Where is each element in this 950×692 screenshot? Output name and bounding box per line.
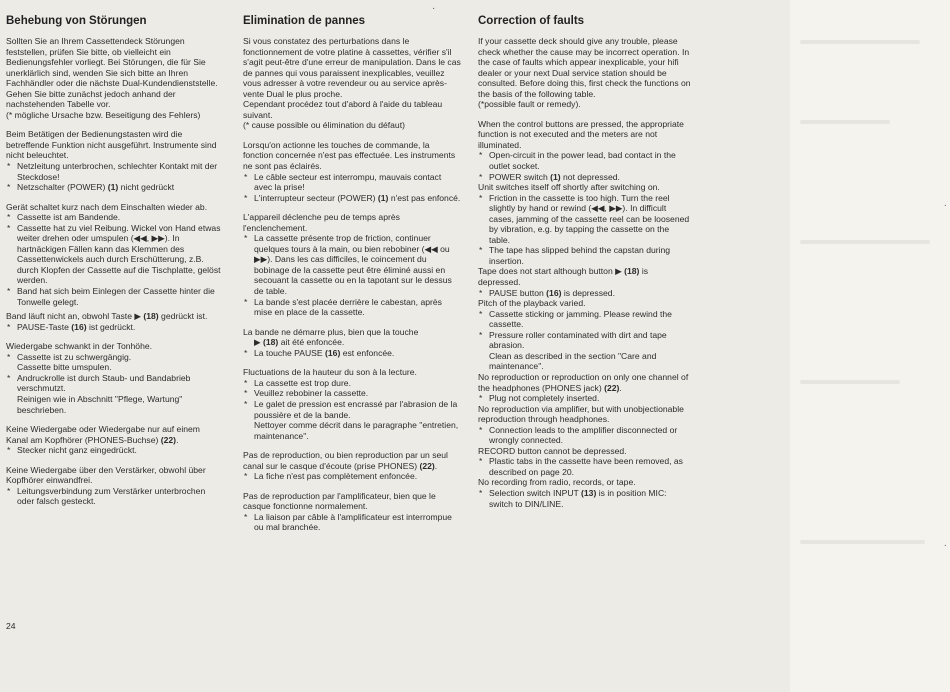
cause-item: * Pressure roller contaminated with dirt and tape abrasion. (479, 329, 667, 351)
cause-item: * La liaison par câble à l'amplificateur est interrompue ou mal branchée. (244, 511, 452, 533)
intro-text: Gehen Sie bitte zunächst jedoch anhand der nachstehenden Tabelle vor. (6, 88, 176, 110)
cause-item: * PAUSE-Taste (16) ist gedrückt. (7, 321, 136, 332)
fault-symptom: ▶ (18) ait été enfoncée. (254, 337, 345, 348)
cause-item: * La cassette est trop dure. (244, 377, 351, 388)
fault-block (478, 372, 691, 404)
fault-symptom: RECORD button cannot be depressed. (478, 445, 627, 456)
cause-item: * La fiche n'est pas complètement enfoncée. (244, 471, 418, 482)
cause-item: * La cassette présente trop de friction, continuer quelques tours à la main, ou bien rebobiner (◀◀ ou ▶▶). Dans les cas difficiles, le coincement du bobinage de la cassette peut être éliminé aussi en secouant la cassette ou en la tapotant sur le dessus de table. (244, 233, 452, 297)
fault-symptom: Pitch of the playback varied. (478, 298, 586, 309)
cause-item: * Connection leads to the amplifier disconnected or wrongly connected. (479, 424, 678, 446)
remedy-text: Cassette bitte umspulen. (17, 362, 112, 373)
french-column (243, 14, 461, 542)
fault-block (6, 202, 224, 307)
cause-item: * Band hat sich beim Einlegen der Cassette hinter die Tonwelle gelegt. (7, 286, 215, 307)
adjacent-page-strip (790, 0, 950, 692)
cause-item: * The tape has slipped behind the capstan during insertion. (479, 245, 671, 266)
fault-block (243, 491, 461, 533)
fault-symptom: Lorsqu'on actionne les touches de commande, la fonction concernée n'est pas effectuée. Les instruments ne sont pas éclairés. (243, 139, 456, 172)
fault-block (478, 477, 691, 509)
english-heading: Correction of faults (478, 15, 585, 27)
english-column (478, 14, 691, 509)
cause-item: * Open-circuit in the power lead, bad contact in the outlet socket. (479, 150, 676, 172)
fault-block (243, 327, 461, 359)
cause-item: * Cassette ist zu schwergängig. (7, 351, 132, 362)
cause-item: * Selection switch INPUT (13) is in position MIC: switch to DIN/LINE. (479, 487, 667, 509)
legend-text: (* cause possible ou élimination du défaut) (243, 120, 405, 131)
fault-block (6, 129, 224, 192)
fault-symptom: Tape does not start although button ▶ (18) is depressed. (478, 266, 649, 288)
german-intro (6, 36, 224, 120)
fault-symptom: Fluctuations de la hauteur du son à la lecture. (243, 367, 417, 378)
cause-item: * Veuillez rebobiner la cassette. (244, 388, 369, 399)
fault-block (478, 298, 691, 372)
intro-text: If your cassette deck should give any trouble, please check whether the cause may be incorrect operation. In the case of faults which appear inexplicable, your hifi dealer or your next Dual service station should be consulted. Before doing this, first check the functions on the basis of the following table. (478, 36, 691, 99)
cause-item: * L'interrupteur secteur (POWER) (1) n'est pas enfoncé. (244, 192, 461, 203)
cause-item: * La touche PAUSE (16) est enfoncée. (244, 347, 395, 358)
fault-block (243, 212, 461, 317)
english-intro (478, 36, 691, 110)
cause-item: * Netzleitung unterbrochen, schlechter Kontakt mit der Steckdose! (7, 161, 218, 182)
cause-item: * Plastic tabs in the cassette have been removed, as described on page 20. (479, 456, 683, 477)
margin-mark: · (943, 540, 947, 551)
cause-item: * Cassette hat zu viel Reibung. Wickel von Hand etwas weiter drehen oder umspulen (◀◀, ▶▶). In hartnäckigen Fällen kann das Klemmen des Cassettenwickels auch durch Erschütterung, z.B. durch Klopfen der Cassette auf die Tischplatte, gelöst werden. (7, 222, 221, 286)
fault-block (243, 367, 461, 441)
page-number: 24 (6, 621, 16, 631)
german-heading: Behebung von Störungen (6, 15, 147, 27)
bleed-through-line (800, 120, 890, 124)
remedy-text: Reinigen wie in Abschnitt "Pflege, Wartung" beschrieben. (17, 393, 183, 415)
fault-symptom: Band läuft nicht an, obwohl Taste ▶ (18) gedrückt ist. (6, 311, 208, 322)
fault-block (478, 182, 691, 266)
fault-symptom: Pas de reproduction, ou bien reproduction par un seul canal sur le casque d'écoute (prise PHONES) (22). (243, 450, 448, 471)
fault-symptom: Wiedergabe schwankt in der Tonhöhe. (6, 341, 153, 352)
fault-symptom: Pas de reproduction par l'amplificateur, bien que le casque fonctionne normalement. (243, 490, 436, 512)
scan-speck: · (432, 3, 436, 14)
fault-block (478, 266, 691, 298)
fault-symptom: Beim Betätigen der Bedienungstasten wird die betreffende Funktion nicht ausgeführt. Instrumente sind nicht beleuchtet. (6, 129, 217, 161)
intro-text: Sollten Sie an Ihrem Cassettendeck Störungen feststellen, prüfen Sie bitte, ob vielleicht ein Bedienungsfehler vorliegt. Bei Störungen, die für Sie unerklärlich sind, wenden Sie sich bitte an Ihren Fachhändler oder die nächste Dual-Kundendienststelle. (6, 36, 218, 89)
fault-symptom: La bande ne démarre plus, bien que la touche (243, 326, 419, 337)
bleed-through-line (800, 40, 920, 44)
fault-block (6, 424, 224, 456)
cause-item: * Cassette ist am Bandende. (7, 212, 121, 223)
fault-symptom: No reproduction via amplifier, but with unobjectionable reproduction through headphones. (478, 403, 684, 425)
cause-item: * Le câble secteur est interrompu, mauvais contact avec la prise! (244, 171, 442, 193)
fault-block (478, 446, 691, 478)
remedy-text: Nettoyer comme décrit dans le paragraphe "entretien, maintenance". (254, 420, 459, 441)
fault-block (6, 465, 224, 507)
margin-mark: · (943, 200, 947, 211)
french-intro (243, 36, 461, 131)
fault-block (243, 450, 461, 482)
cause-item: * La bande s'est placée derrière le cabestan, après mise en place de la cassette. (244, 296, 442, 318)
fault-symptom: No reproduction or reproduction on only one channel of the headphones (PHONES jack) (22). (478, 371, 689, 393)
bleed-through-line (800, 540, 925, 544)
fault-symptom: Keine Wiedergabe über den Verstärker, obwohl über Kopfhörer einwandfrei. (6, 464, 206, 486)
remedy-text: Clean as described in the section "Care and maintenance". (489, 350, 657, 372)
fault-symptom: L'appareil déclenche peu de temps après l'enclenchement. (243, 212, 400, 233)
bleed-through-line (800, 240, 930, 244)
fault-symptom: Keine Wiedergabe oder Wiedergabe nur auf einem Kanal am Kopfhörer (PHONES-Buchse) (22). (6, 424, 200, 445)
fault-block (243, 140, 461, 203)
cause-item: * Netzschalter (POWER) (1) nicht gedrückt (7, 182, 175, 193)
cause-item: * Friction in the cassette is too high. Turn the reel slightly by hand or rewind (◀◀, ▶▶). In difficult cases, jamming of the cassette reel can be loosened by vibration, e.g. by tapping the cassette on the table. (479, 192, 690, 245)
german-column (6, 14, 224, 516)
cause-item: * Cassette sticking or jamming. Please rewind the cassette. (479, 308, 672, 330)
bleed-through-line (800, 380, 900, 384)
fault-block (478, 404, 691, 446)
cause-item: * PAUSE button (16) is depressed. (479, 287, 615, 298)
fault-symptom: Unit switches itself off shortly after switching on. (478, 182, 660, 193)
legend-text: (*possible fault or remedy). (478, 99, 581, 110)
fault-block (6, 341, 224, 415)
cause-item: * Le galet de pression est encrassé par l'abrasion de la poussière et de la bande. (244, 398, 458, 420)
fault-block (6, 311, 224, 332)
cause-item: * Plug not completely inserted. (479, 393, 600, 404)
cause-item: * Stecker nicht ganz eingedrückt. (7, 445, 137, 456)
fault-symptom: No recording from radio, records, or tape. (478, 477, 636, 488)
intro-text: Si vous constatez des perturbations dans le fonctionnement de votre platine à cassettes, vérifier s'il s'agit peut-être d'une erreur de manipulation. Dans le cas de pannes qui vous paraissent inexplicables, veuillez vous adresser à votre revendeur ou au service après-vente Dual le plus proche. (243, 36, 461, 99)
cause-item: * Andruckrolle ist durch Staub- und Bandabrieb verschmutzt. (7, 372, 191, 394)
intro-text: Cependant procédez tout d'abord à l'aide du tableau suivant. (243, 99, 443, 120)
cause-item: * POWER switch (1) not depressed. (479, 171, 620, 182)
fault-symptom: When the control buttons are pressed, the appropriate function is not executed and the meters are not illuminated. (478, 118, 684, 150)
legend-text: (* mögliche Ursache bzw. Beseitigung des Fehlers) (6, 109, 201, 120)
fault-block (478, 119, 691, 182)
fault-symptom: Gerät schaltet kurz nach dem Einschalten wieder ab. (6, 201, 208, 212)
cause-item: * Leitungsverbindung zum Verstärker unterbrochen oder falsch gesteckt. (7, 485, 206, 507)
french-heading: Elimination de pannes (243, 15, 366, 27)
